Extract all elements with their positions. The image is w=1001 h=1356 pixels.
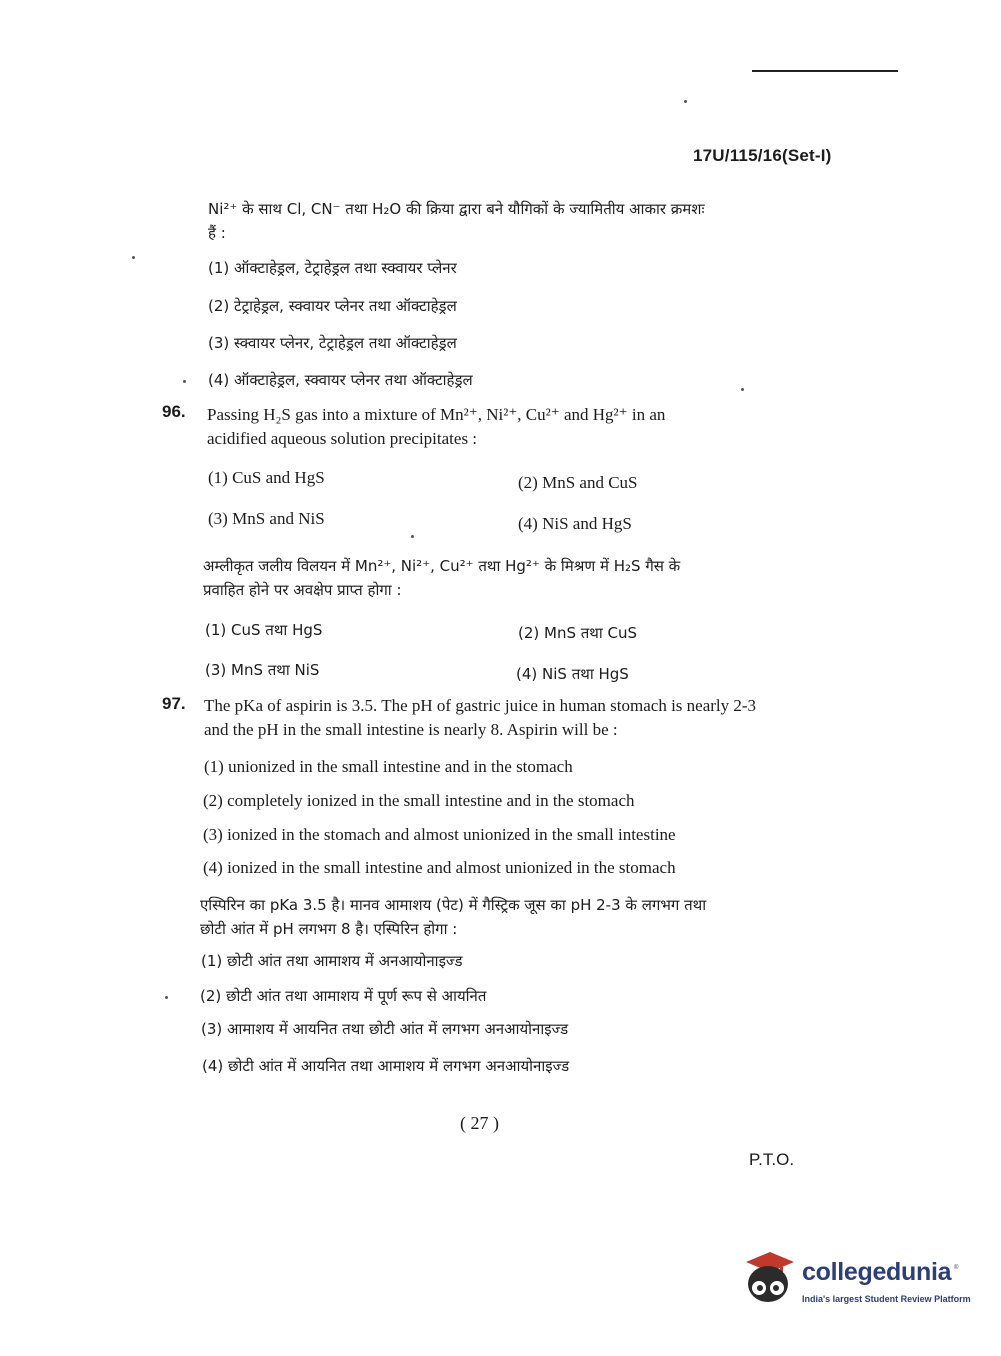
q97-stem-line2: and the pH in the small intestine is nearly 8. Aspirin will be : xyxy=(204,720,618,739)
q96-stem-hi-line1: अम्लीकृत जलीय विलयन में Mn²⁺, Ni²⁺, Cu²⁺ तथा Hg²⁺ के मिश्रण में H₂S गैस के xyxy=(203,557,681,575)
q96-number: 96. xyxy=(162,402,186,421)
paper-code: 17U/115/16(Set-I) xyxy=(693,146,832,165)
q96-hi-option-1: (1) CuS तथा HgS xyxy=(205,621,323,639)
q97-stem-hi-line1: एस्पिरिन का pKa 3.5 है। मानव आमाशय (पेट) में गैस्ट्रिक जूस का pH 2-3 के लगभग तथा xyxy=(200,896,707,914)
q95-stem-line1: Ni²⁺ के साथ Cl, CN⁻ तथा H₂O की क्रिया द्वारा बने यौगिकों के ज्यामितीय आकार क्रमशः xyxy=(208,200,705,218)
q97-number: 97. xyxy=(162,694,186,713)
q95-option-4: (4) ऑक्टाहेड्रल, स्क्वायर प्लेनर तथा ऑक्टाहेड्रल xyxy=(208,371,473,389)
q96-stem-en xyxy=(207,403,827,451)
q97-hi-option-2: (2) छोटी आंत तथा आमाशय में पूर्ण रूप से आयनित xyxy=(200,987,487,1005)
collegedunia-logo xyxy=(740,1248,970,1314)
scan-speck xyxy=(741,388,744,391)
top-rule xyxy=(752,70,898,72)
q97-hi-option-4: (4) छोटी आंत में आयनित तथा आमाशय में लगभग अनआयोनाइज्ड xyxy=(202,1057,570,1075)
logo-tagline: India's largest Student Review Platform xyxy=(802,1294,971,1304)
q96-hi-option-3: (3) MnS तथा NiS xyxy=(205,661,320,679)
q96-option-2: (2) MnS and CuS xyxy=(518,473,638,492)
q97-hi-option-1: (1) छोटी आंत तथा आमाशय में अनआयोनाइज्ड xyxy=(201,952,463,970)
q96-option-4: (4) NiS and HgS xyxy=(518,514,632,533)
q97-stem-en xyxy=(204,694,834,742)
scan-speck xyxy=(132,256,135,259)
q96-hi-option-2: (2) MnS तथा CuS xyxy=(518,624,638,642)
logo-trademark: ® xyxy=(954,1265,959,1271)
q97-hi-option-3: (3) आमाशय में आयनित तथा छोटी आंत में लगभग अनआयोनाइज्ड xyxy=(201,1020,569,1038)
mascot-icon xyxy=(740,1248,796,1308)
q95-stem-line2: हैं : xyxy=(208,224,226,242)
q97-stem-hi xyxy=(200,893,830,941)
q97-option-3: (3) ionized in the stomach and almost unionized in the small intestine xyxy=(203,825,676,844)
q97-option-1: (1) unionized in the small intestine and in the stomach xyxy=(204,757,573,776)
q95-stem-hi xyxy=(208,197,828,245)
q97-stem-line1: The pKa of aspirin is 3.5. The pH of gastric juice in human stomach is nearly 2-3 xyxy=(204,696,757,715)
q96-stem-line2: acidified aqueous solution precipitates : xyxy=(207,429,478,448)
logo-wordmark: collegedunia xyxy=(802,1258,952,1286)
q95-option-1: (1) ऑक्टाहेड्रल, टेट्राहेड्रल तथा स्क्वायर प्लेनर xyxy=(208,259,457,277)
pto-label: P.T.O. xyxy=(749,1150,795,1169)
q96-stem-hi xyxy=(203,554,827,602)
scan-speck xyxy=(165,996,168,999)
q96-hi-option-4: (4) NiS तथा HgS xyxy=(516,665,629,683)
q97-stem-hi-line2: छोटी आंत में pH लगभग 8 है। एस्पिरिन होगा : xyxy=(200,920,458,938)
scan-speck xyxy=(411,535,414,538)
q95-option-2: (2) टेट्राहेड्रल, स्क्वायर प्लेनर तथा ऑक्टाहेड्रल xyxy=(208,297,457,315)
q96-option-3: (3) MnS and NiS xyxy=(208,509,325,528)
scan-speck xyxy=(684,100,687,103)
q96-option-1: (1) CuS and HgS xyxy=(208,468,325,487)
q96-stem-line1: Passing H₂S gas into a mixture of Mn²⁺, Ni²⁺, Cu²⁺ and Hg²⁺ in an xyxy=(207,405,666,424)
q95-option-3: (3) स्क्वायर प्लेनर, टेट्राहेड्रल तथा ऑक्टाहेड्रल xyxy=(208,334,457,352)
page-number: ( 27 ) xyxy=(460,1113,499,1133)
q97-option-4: (4) ionized in the small intestine and almost unionized in the stomach xyxy=(203,858,676,877)
scan-speck xyxy=(183,380,186,383)
q97-option-2: (2) completely ionized in the small intestine and in the stomach xyxy=(203,791,635,810)
q96-stem-hi-line2: प्रवाहित होने पर अवक्षेप प्राप्त होगा : xyxy=(203,581,402,599)
